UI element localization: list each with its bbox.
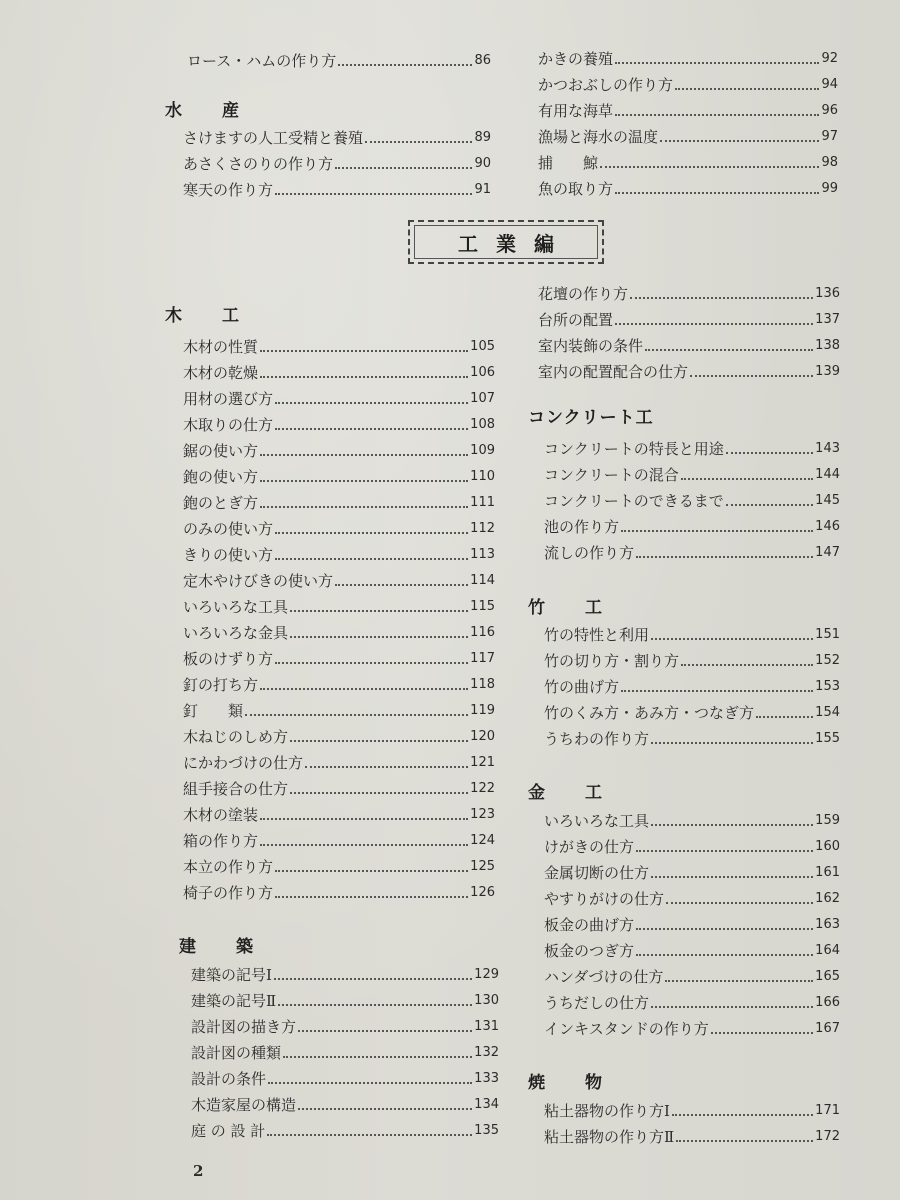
toc-entry: 釘 類 119 xyxy=(183,702,495,720)
banner-title: 工業編 xyxy=(414,225,598,259)
toc-entry: いろいろな工具 159 xyxy=(544,812,840,830)
toc-entry: 設計の条件 133 xyxy=(191,1070,499,1088)
section-title-woodwork: 木 工 xyxy=(165,306,241,326)
toc-entry: 本立の作り方 125 xyxy=(183,858,495,876)
toc-entry: コンクリートの特長と用途 143 xyxy=(544,440,840,458)
toc-entry: やすりがけの仕方 162 xyxy=(544,890,840,908)
toc-entry: 台所の配置 137 xyxy=(538,311,840,329)
toc-entry: ハンダづけの仕方 165 xyxy=(544,968,840,986)
toc-entry: コンクリートの混合 144 xyxy=(544,466,840,484)
section-title-concrete: コンクリート工 xyxy=(528,408,654,428)
toc-entry: あさくさのりの作り方 90 xyxy=(183,155,491,173)
toc-entry: 金属切断の仕方 161 xyxy=(544,864,840,882)
toc-entry: 竹の曲げ方 153 xyxy=(544,678,840,696)
toc-entry: 鉋の使い方 110 xyxy=(183,468,495,486)
toc-entry: いろいろな金具 116 xyxy=(183,624,495,642)
toc-entry: コンクリートのできるまで 145 xyxy=(544,492,840,510)
toc-entry: 組手接合の仕方 122 xyxy=(183,780,495,798)
toc-entry: 室内の配置配合の仕方 139 xyxy=(538,363,840,381)
section-title-bamboo: 竹 工 xyxy=(528,598,604,618)
toc-entry: 用材の選び方 107 xyxy=(183,390,495,408)
toc-entry: 室内装飾の条件 138 xyxy=(538,337,840,355)
toc-entry: 板金の曲げ方 163 xyxy=(544,916,840,934)
toc-entry: 鋸の使い方 109 xyxy=(183,442,495,460)
toc-entry: 板金のつぎ方 164 xyxy=(544,942,840,960)
toc-entry: 釘の打ち方 118 xyxy=(183,676,495,694)
toc-entry: かきの養殖 92 xyxy=(538,50,838,68)
toc-entry: 木材の乾燥 106 xyxy=(183,364,495,382)
toc-entry: 漁場と海水の温度 97 xyxy=(538,128,838,146)
page-number: 2 xyxy=(193,1162,204,1180)
toc-entry: 花壇の作り方 136 xyxy=(538,285,840,303)
toc-entry: 建築の記号Ⅰ 129 xyxy=(191,966,499,984)
toc-entry: 有用な海草 96 xyxy=(538,102,838,120)
toc-entry: にかわづけの仕方 121 xyxy=(183,754,495,772)
toc-entry: 設計図の描き方 131 xyxy=(191,1018,499,1036)
toc-entry: 設計図の種類 132 xyxy=(191,1044,499,1062)
toc-entry: 竹のくみ方・あみ方・つなぎ方 154 xyxy=(544,704,840,722)
toc-entry: のみの使い方 112 xyxy=(183,520,495,538)
toc-entry: 粘土器物の作り方Ⅰ 171 xyxy=(544,1102,840,1120)
toc-entry: 木造家屋の構造 134 xyxy=(191,1096,499,1114)
toc-entry: 定木やけびきの使い方 114 xyxy=(183,572,495,590)
section-banner xyxy=(408,220,604,264)
toc-entry: 竹の特性と利用 151 xyxy=(544,626,840,644)
toc-entry: 庭 の 設 計 135 xyxy=(191,1122,499,1140)
toc-entry: けがきの仕方 160 xyxy=(544,838,840,856)
toc-entry: 粘土器物の作り方Ⅱ 172 xyxy=(544,1128,840,1146)
toc-entry: 竹の切り方・割り方 152 xyxy=(544,652,840,670)
section-title-ceramics: 焼 物 xyxy=(528,1073,604,1093)
toc-entry: 鉋のとぎ方 111 xyxy=(183,494,495,512)
section-title-fisheries: 水 産 xyxy=(165,101,241,121)
toc-entry: 魚の取り方 99 xyxy=(538,180,838,198)
toc-entry: 板のけずり方 117 xyxy=(183,650,495,668)
toc-entry: 流しの作り方 147 xyxy=(544,544,840,562)
toc-entry: インキスタンドの作り方 167 xyxy=(544,1020,840,1038)
toc-entry: 木取りの仕方 108 xyxy=(183,416,495,434)
toc-entry: 椅子の作り方 126 xyxy=(183,884,495,902)
toc-entry: 寒天の作り方 91 xyxy=(183,181,491,199)
toc-entry: 木材の性質 105 xyxy=(183,338,495,356)
toc-entry: 箱の作り方 124 xyxy=(183,832,495,850)
toc-entry: ロース・ハムの作り方 86 xyxy=(187,52,491,70)
toc-entry: 建築の記号Ⅱ 130 xyxy=(191,992,499,1010)
toc-entry: 木材の塗装 123 xyxy=(183,806,495,824)
toc-entry: うちだしの仕方 166 xyxy=(544,994,840,1012)
toc-entry: いろいろな工具 115 xyxy=(183,598,495,616)
toc-entry: うちわの作り方 155 xyxy=(544,730,840,748)
section-title-architecture: 建 築 xyxy=(179,937,255,957)
toc-entry: 池の作り方 146 xyxy=(544,518,840,536)
section-title-metalwork: 金 工 xyxy=(528,783,604,803)
toc-entry: きりの使い方 113 xyxy=(183,546,495,564)
toc-entry: さけますの人工受精と養殖 89 xyxy=(183,129,491,147)
toc-entry: 捕 鯨 98 xyxy=(538,154,838,172)
toc-entry: 木ねじのしめ方 120 xyxy=(183,728,495,746)
toc-entry: かつおぶしの作り方 94 xyxy=(538,76,838,94)
